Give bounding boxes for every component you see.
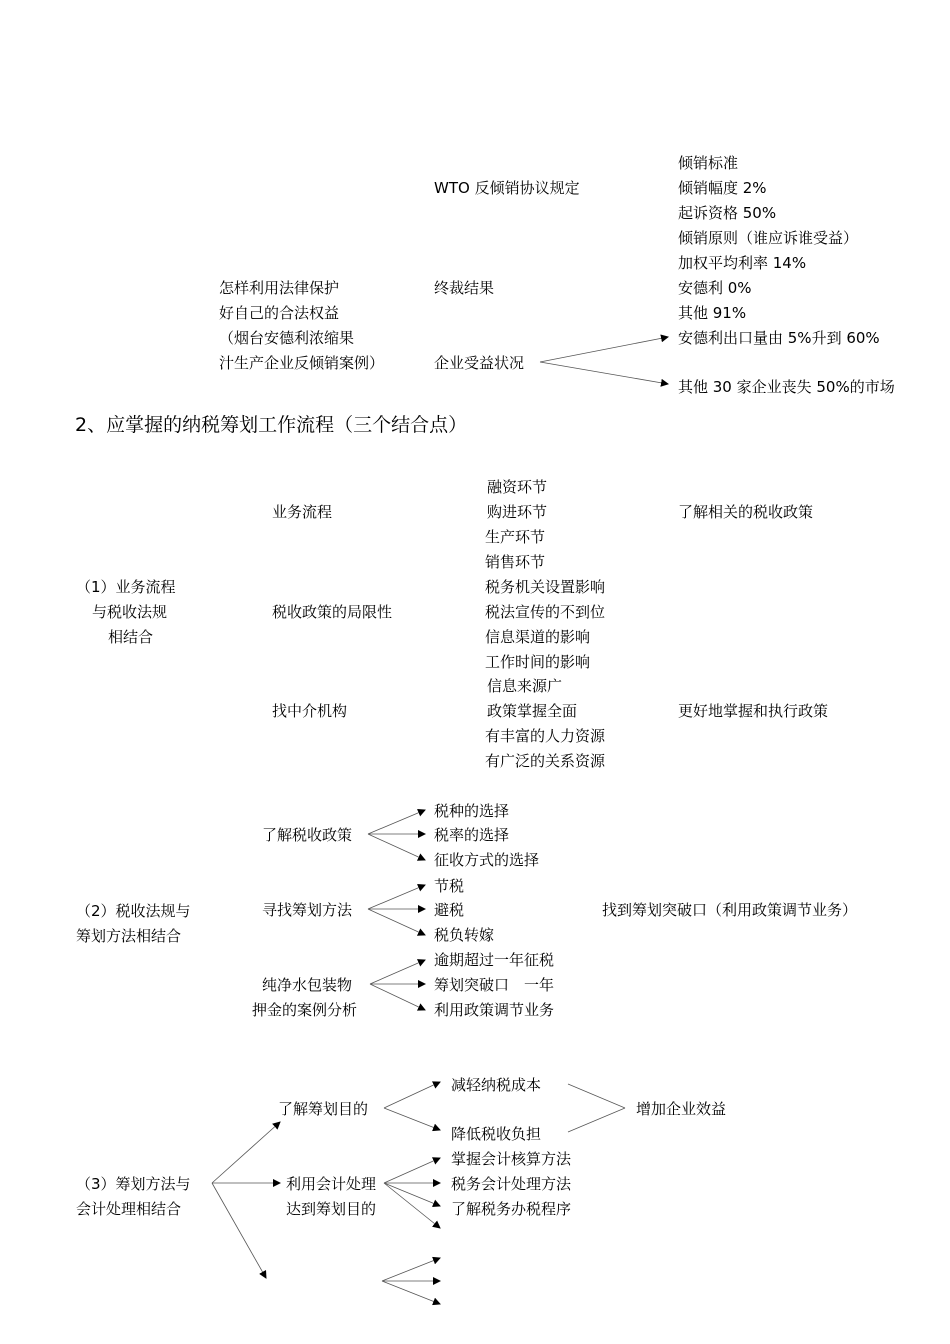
part1-title-line-3: 相结合 xyxy=(108,628,154,646)
arrow-purpose-2 xyxy=(384,1108,440,1130)
policy-item: 税法宣传的不到位 xyxy=(485,603,606,621)
arrow-acct-4 xyxy=(384,1183,440,1228)
accounting-item: 掌握会计核算方法 xyxy=(451,1150,572,1168)
ruling-item: 加权平均利率 14% xyxy=(678,254,807,272)
arrow-part3-up xyxy=(212,1122,280,1183)
ruling-label: 终裁结果 xyxy=(434,279,495,297)
agency-item: 政策掌握全面 xyxy=(487,702,578,720)
arrow-case-3 xyxy=(370,984,425,1010)
arrow-method-3 xyxy=(368,909,425,935)
line-result-1 xyxy=(568,1084,625,1108)
purpose-label: 了解筹划目的 xyxy=(278,1100,369,1118)
find-method-label: 寻找筹划方法 xyxy=(262,901,353,919)
case-label-line-2: 押金的案例分析 xyxy=(252,1001,358,1019)
case-item: 逾期超过一年征税 xyxy=(434,951,555,969)
arrow-know-3 xyxy=(368,834,425,860)
arrow-acct-1 xyxy=(384,1158,440,1183)
part3-title-line-2: 会计处理相结合 xyxy=(76,1200,182,1218)
part2-title-line-1: （2）税收法规与 xyxy=(76,902,191,920)
benefit-item: 其他 30 家企业丧失 50%的市场 xyxy=(678,378,895,396)
agency-item: 信息来源广 xyxy=(487,677,563,695)
business-item: 融资环节 xyxy=(487,478,548,496)
accounting-item: 税务会计处理方法 xyxy=(451,1175,572,1193)
know-item: 税率的选择 xyxy=(434,826,510,844)
accounting-item: 了解税务办税程序 xyxy=(451,1200,572,1218)
policy-limit-label: 税收政策的局限性 xyxy=(272,603,393,621)
arrow-purpose-1 xyxy=(384,1082,440,1108)
ruling-item: 安德利 0% xyxy=(678,279,752,297)
purpose-item: 降低税收负担 xyxy=(451,1125,542,1143)
arrow-method-1 xyxy=(368,885,425,909)
part1-title-line-1: （1）业务流程 xyxy=(76,578,176,596)
method-item: 税负转嫁 xyxy=(434,926,495,944)
part2-title-line-2: 筹划方法相结合 xyxy=(76,927,182,945)
wto-item: 倾销标准 xyxy=(678,154,739,172)
agency-item: 有丰富的人力资源 xyxy=(485,727,606,745)
method-item: 节税 xyxy=(434,877,465,895)
method-item: 避税 xyxy=(434,901,465,919)
case-title-line-1: 怎样利用法律保护 xyxy=(219,279,340,297)
wto-item: 起诉资格 50% xyxy=(678,204,777,222)
method-result: 找到筹划突破口（利用政策调节业务） xyxy=(602,901,858,919)
wto-item: 倾销幅度 2% xyxy=(678,179,767,197)
agency-result: 更好地掌握和执行政策 xyxy=(678,702,829,720)
agency-label: 找中介机构 xyxy=(272,702,348,720)
case-title-line-4: 汁生产企业反倾销案例） xyxy=(219,354,385,372)
case-title-line-2: 好自己的合法权益 xyxy=(219,304,340,322)
arrow-bottom-1 xyxy=(382,1258,440,1281)
policy-item: 信息渠道的影响 xyxy=(485,628,591,646)
arrow-bottom-3 xyxy=(382,1281,440,1304)
policy-item: 工作时间的影响 xyxy=(485,653,591,671)
business-item: 购进环节 xyxy=(487,503,548,521)
policy-item: 税务机关设置影响 xyxy=(485,578,606,596)
arrow-part3-down xyxy=(212,1183,266,1278)
arrow-benefit-1 xyxy=(540,337,668,362)
case-title-line-3: （烟台安德利浓缩果 xyxy=(219,329,355,347)
wto-item: 倾销原则（谁应诉谁受益） xyxy=(678,229,859,247)
know-item: 征收方式的选择 xyxy=(434,851,540,869)
case-item: 利用政策调节业务 xyxy=(434,1001,555,1019)
ruling-item: 其他 91% xyxy=(678,304,747,322)
line-result-2 xyxy=(568,1108,625,1132)
benefit-label: 企业受益状况 xyxy=(434,354,525,372)
benefit-item: 安德利出口量由 5%升到 60% xyxy=(678,329,880,347)
wto-label: WTO 反倾销协议规定 xyxy=(434,179,580,197)
business-flow-label: 业务流程 xyxy=(272,503,333,521)
case-label-line-1: 纯净水包装物 xyxy=(262,976,353,994)
know-item: 税种的选择 xyxy=(434,802,510,820)
agency-item: 有广泛的关系资源 xyxy=(485,752,606,770)
section-heading: 2、应掌握的纳税筹划工作流程（三个结合点） xyxy=(75,414,468,436)
accounting-label-line-2: 达到筹划目的 xyxy=(286,1200,377,1218)
know-policy-label: 了解税收政策 xyxy=(262,826,353,844)
case-item: 筹划突破口 一年 xyxy=(434,976,555,994)
purpose-result: 增加企业效益 xyxy=(636,1100,727,1118)
accounting-label-line-1: 利用会计处理 xyxy=(286,1175,377,1193)
arrow-case-1 xyxy=(370,960,425,984)
purpose-item: 减轻纳税成本 xyxy=(451,1076,542,1094)
arrow-know-1 xyxy=(368,810,425,834)
arrow-acct-3 xyxy=(384,1183,440,1206)
arrow-benefit-2 xyxy=(540,362,668,384)
business-item: 生产环节 xyxy=(485,528,546,546)
business-item: 销售环节 xyxy=(485,553,546,571)
part3-title-line-1: （3）筹划方法与 xyxy=(76,1175,191,1193)
part1-title-line-2: 与税收法规 xyxy=(92,603,168,621)
business-result: 了解相关的税收政策 xyxy=(678,503,814,521)
